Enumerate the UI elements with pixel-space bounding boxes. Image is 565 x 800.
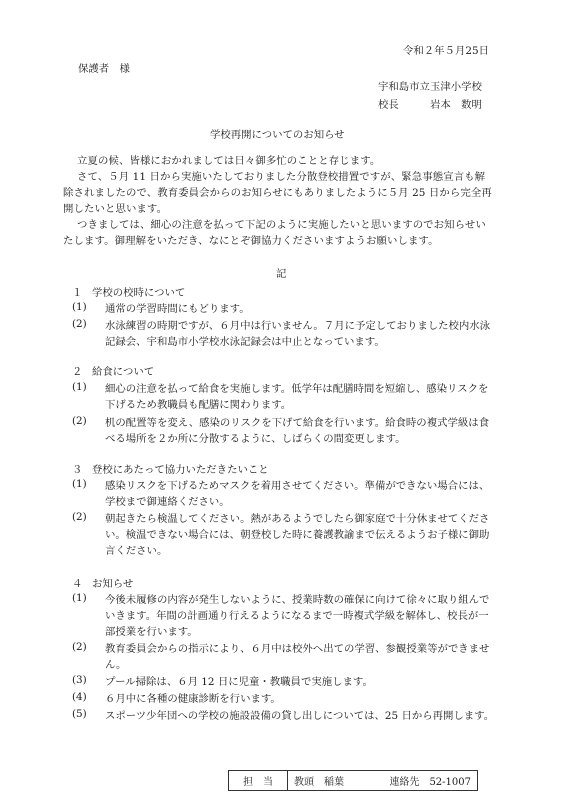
section-title: 登校にあたって協力いただきたいこと	[92, 464, 269, 476]
item-number: (1)	[72, 478, 87, 490]
item-number: (1)	[72, 592, 87, 604]
school-name: 宇和島市立玉津小学校	[378, 81, 482, 93]
principal-name: 校長 岩本 数明	[378, 99, 482, 111]
item-text: プール掃除は、６月 12 日に児童・教職員で実施します。	[105, 676, 373, 688]
document-date: 令和２年５月25日	[403, 45, 489, 57]
contact-phone-number: 52-1007	[429, 777, 471, 788]
section-number: ４	[72, 578, 83, 590]
ki-marker: 記	[276, 268, 287, 280]
item-number: (2)	[72, 415, 87, 427]
section-number: ２	[72, 366, 83, 378]
item-text: 水泳練習の時期ですが、６月中は行いません。７月に予定しておりました校内水泳記録会、宇和島市小学校水泳記録会は中止となっています。	[105, 320, 491, 348]
intro-paragraph-2: さて、５月 11 日から実施いたしておりました分散登校措置ですが、緊急事態宣言も解除されましたので、教育委員会からのお知らせにもありましたように５月 25 日から完全再開したいと思います。	[63, 171, 492, 215]
item-number: (1)	[72, 381, 87, 393]
item-number: (1)	[72, 301, 87, 313]
item-number: (5)	[72, 708, 87, 720]
section-title: 学校の校時について	[92, 287, 186, 299]
section-number: １	[72, 287, 83, 299]
contact-phone	[363, 771, 477, 791]
item-text: 朝起きたら検温してください。熱があるようでしたら御家庭で十分休ませてください。検温できない場合には、朝登校した時に養護教諭まで伝えるようお子様に御助言ください。	[105, 513, 490, 557]
item-number: (4)	[72, 691, 87, 703]
item-number: (2)	[72, 318, 87, 330]
document-title: 学校再開についてのお知らせ	[210, 129, 345, 141]
section-heading-4	[72, 575, 133, 590]
contact-phone-label: 連絡先	[389, 777, 420, 788]
item-text: 通常の学習時間にもどります。	[105, 303, 250, 315]
contact-person: 教頭 稲葉	[288, 771, 364, 791]
section-number: ３	[72, 464, 83, 476]
recipient: 保護者 様	[78, 63, 130, 75]
section-title: 給食について	[92, 366, 155, 378]
item-number: (2)	[72, 511, 87, 523]
item-text: 今後未履修の内容が発生しないように、授業時数の確保に向けて徐々に取り組んでいきます。年間の計画通り行えるようになるまで一時複式学級を解体し、校長が一部授業を行います。	[105, 594, 490, 638]
contact-label: 担 当	[229, 771, 288, 791]
item-number: (3)	[72, 674, 87, 686]
item-text: 細心の注意を払って給食を実施します。低学年は配膳時間を短縮し、感染リスクを下げるため教職員も配膳に関わります。	[105, 383, 489, 411]
intro-paragraph-1: 立夏の候、皆様におかれましては日々御多忙のことと存じます。	[77, 155, 381, 167]
item-text: 机の配置等を変え、感染のリスクを下げて給食を行います。給食時の複式学級は食べる場所を２か所に分散するように、しばらくの間変更します。	[105, 417, 490, 445]
section-title: お知らせ	[92, 578, 134, 590]
section-heading-2	[72, 363, 154, 378]
contact-box	[228, 770, 478, 791]
item-text: 感染リスクを下げるためマスクを着用させてください。準備ができない場合には、学校まで御連絡ください。	[105, 480, 490, 508]
section-heading-3	[72, 461, 269, 476]
item-text: ６月中に各種の健康診断を行います。	[105, 693, 281, 705]
item-text: 教育委員会からの指示により、６月中は校外へ出ての学習、参観授業等ができません。	[105, 643, 490, 671]
intro-paragraph-3: つきましては、細心の注意を払って下記のように実施したいと思いますのでお知らせいたします。御理解をいただき、なにとぞ御協力くださいますようお願いします。	[63, 219, 486, 247]
item-text: スポーツ少年団への学校の施設設備の貸し出しについては、25 日から再開します。	[105, 710, 495, 722]
item-number: (2)	[72, 641, 87, 653]
section-heading-1	[72, 284, 185, 299]
